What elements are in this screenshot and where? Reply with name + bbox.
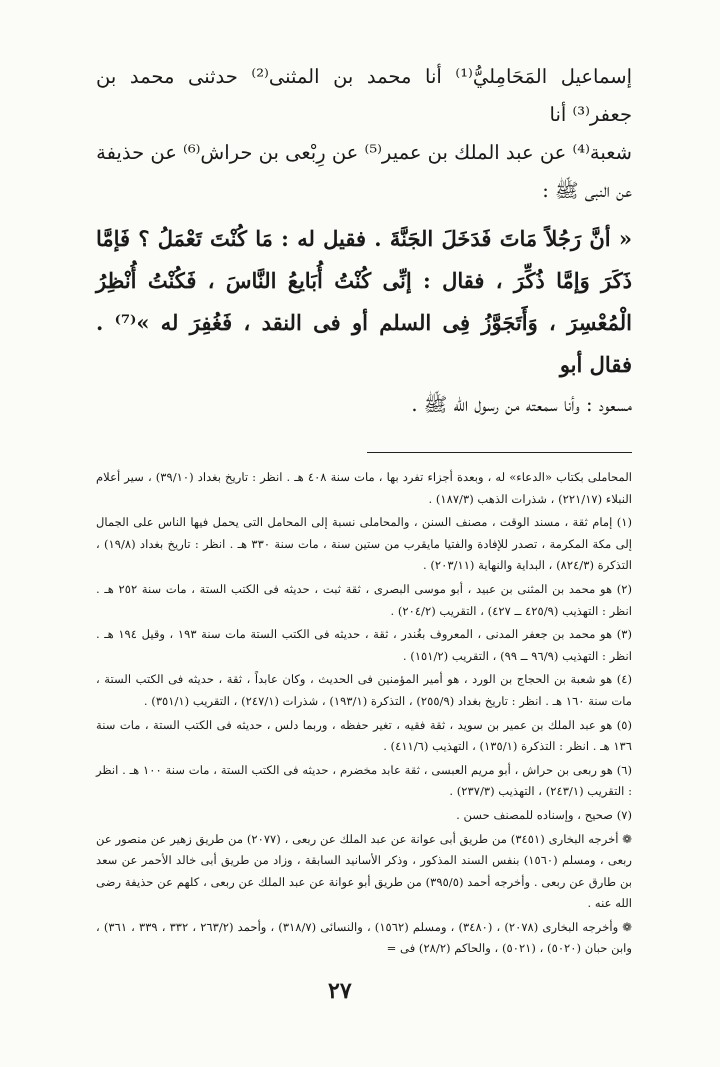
takhrij-note-1: ❁ أخرجه البخارى (٣٤٥١) من طريق أبى عوانة عن عبد الملك عن ربعى ، (٢٠٧٧) من طريق زهير عن منصور عن ربعى ، ومسلم (١٥٦٠) بنفس السند المذكور ، وذكر الأسانيد السابقة ، وزاد من طريق أبى خالد الأحمر عن سعد بن طارق عن ربعى . وأخرجه أحمد (٣٩٥/٥) من طريق أبو عوانة عن عبد الملك عن ربعى ، كلهم عن حذيفة رضى الله عنه . bbox=[96, 831, 632, 911]
footnote-4: (٤) هو شعبة بن الحجاج بن الورد ، هو أمير المؤمنين فى الحديث ، وكان عابداً ، ثقة ، حديثه فى الكتب الستة ، مات سنة ١٦٠ هـ . انظر : تاريخ بغداد (٢٥٥/٩) ، التذكرة (١٩٣/١) ، شذرات (٢٤٧/١) ، التقريب (٣٥١/١) . bbox=[96, 672, 632, 708]
hadith-tail: مسعود : وأنا سمعته من رسول الله ﷺ . bbox=[411, 393, 632, 416]
isnad-line-3: عن النبى ﷺ : bbox=[542, 179, 632, 202]
footnote-3: (٣) هو محمد بن جعفر المدنى ، المعروف بغُندر ، ثقة ، حديثه فى الكتب الستة مات سنة ١٩٣ ، وقيل ١٩٤ هـ . انظر : التهذيب (٩٦/٩ ــ ٩٩) ، التقريب (١٥١/٢) . bbox=[96, 627, 632, 663]
footnote-7: (٧) صحيح ، وإسناده للمصنف حسن . bbox=[456, 807, 632, 822]
footnote-separator bbox=[367, 452, 632, 453]
main-text bbox=[96, 58, 632, 424]
isnad-line-1: إسماعيل المَحَامِليُّ⁽¹⁾ أنا محمد بن المثنى⁽²⁾ حدثنى محمد بن جعفر⁽³⁾ أنا bbox=[96, 65, 632, 126]
footnote-1: (١) إمام ثقة ، مسند الوقت ، مصنف السنن ، والمحاملى نسبة إلى المحامل التى يحمل فيها الناس على الجمال إلى مكة المكرمة ، تصدر للإفادة والفتيا مايقرب من ستين سنة ، مات سنة ٣٣٠ هـ . انظر : تاريخ بغداد (١٩/٨) ، التذكرة (٨٢٤/٣) ، البداية والنهاية (٢٠٣/١١) . bbox=[96, 515, 633, 573]
footnote-6: (٦) هو ربعى بن حراش ، أبو مريم العبسى ، ثقة عابد مخضرم ، حديثه فى الكتب الستة ، مات سنة ١٠٠ هـ . انظر : التقريب (٢٤٣/١) ، التهذيب (٢٣٧/٣) . bbox=[96, 762, 633, 799]
footnote-5: (٥) هو عبد الملك بن عمير بن سويد ، ثقة فقيه ، تغير حفظه ، وربما دلس ، حديثه فى الكتب الستة ، مات سنة ١٣٦ هـ . انظر : التذكرة (١٣٥/١) ، التهذيب (٤١١/٦) . bbox=[96, 717, 632, 754]
footnote-separator-wrap bbox=[96, 452, 632, 453]
footnote-continuation: المحاملى بكتاب «الدعاء» له ، وبعدة أجزاء تفرد بها ، مات سنة ٤٠٨ هـ . انظر : تاريخ بغداد (٣٩/١٠) ، سير أعلام النبلاء (٢٢١/١٧) ، شذرات الذهب (١٨٧/٣) . bbox=[96, 470, 632, 506]
takhrij-note-2: ❁ وأخرجه البخارى (٢٠٧٨) ، (٣٤٨٠) ، ومسلم (١٥٦٢) ، والنسائى (٣١٨/٧) ، وأحمد (٢٦٣/٢ ، ٣٣٢ ، ٣٣٩ ، ٣٦١) ، وابن حبان (٥٠٢٠) ، (٥٠٢١) ، والحاكم (٢٨/٢) فى = bbox=[96, 919, 632, 956]
footnotes bbox=[96, 467, 632, 960]
page-number: ٢٧ bbox=[328, 978, 352, 1004]
hadith-text: « أنَّ رَجُلاً مَاتَ فَدَخَلَ الجَنَّةَ . فقيل له : مَا كُنْتَ تَعْمَلُ ؟ فَإمَّا ذَكَرَ وَإمَّا ذُكِّرَ ، فقال : إنِّى كُنْتُ أُبَايعُ النَّاسَ ، فَكُنْتُ أُنْظِرُ الْمُعْسِرَ ، وَأَتَجَوَّزُ فِى السلم أو فى النقد ، فَغُفِرَ له »⁽⁷⁾ . فقال أبو bbox=[96, 226, 632, 377]
footnote-2: (٢) هو محمد بن المثنى بن عبيد ، أبو موسى البصرى ، ثقة ثبت ، حديثه فى الكتب الستة ، مات سنة ٢٥٢ هـ . انظر : التهذيب (٤٢٥/٩ ــ ٤٢٧) ، التقريب (٢٠٤/٢) . bbox=[96, 581, 632, 618]
isnad-line-2: شعبة⁽⁴⁾ عن عبد الملك بن عمير⁽⁵⁾ عن رِبْعى بن حراش⁽⁶⁾ عن حذيفة bbox=[96, 141, 632, 164]
